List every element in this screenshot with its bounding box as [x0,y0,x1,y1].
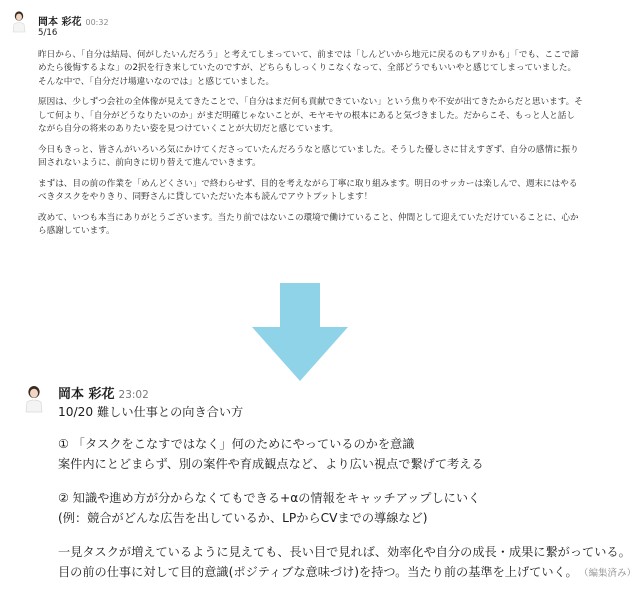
paragraph: 改めて、いつも本当にありがとうございます。当たり前ではないこの環境で働けていること、仲間として迎えていただけていることに、心から感謝しています。 [38,212,579,236]
message-body [58,402,636,582]
paragraph: 今日もきっと、皆さんがいろいろ気にかけてくださっていたんだろうなと感じていました。そうした優しさに甘えすぎず、自分の感情に振り回されないように、前向きに切り替えて進んでいきます。 [38,144,579,168]
message-title: 10/20 難しい仕事との向き合い方 [58,405,244,419]
summary-text: 目の前の仕事に対して目的意識(ポジティブな意味づけ)を持つ。当たり前の基準を上げていく。 [58,565,578,579]
message-body [38,27,583,246]
author-name[interactable]: 岡本 彩花 [58,387,115,402]
paragraph-text: 昨日から、「自分は結局、何がしたいんだろう」と考えてしまっていて、前までは「しんどいから地元に戻るのもアリかも」「でも、ここで諦めたら後悔するよな」の2択を行き来していたのですが、どちらもしっくりこなくなって、全部どうでもいいやと感じてしまっていました。 [38,49,579,73]
message-header [38,10,109,28]
timestamp[interactable]: 23:02 [118,389,149,401]
paragraph [38,49,583,90]
point-1-detail: 案件内にとどまらず、別の案件や育成観点など、より広い視点で繋げて考える [58,457,484,471]
message-date-line: 5/16 [38,28,58,38]
point-2-detail: (例：競合がどんな広告を出しているか、LPからCVまでの導線など) [58,511,428,525]
down-arrow-icon [252,283,348,381]
point-1-title: ① 「タスクをこなすではなく」何のためにやっているのかを意識 [58,437,415,451]
author-name[interactable]: 岡本 彩花 [38,17,82,28]
paragraph-text: そんな中で、「自分だけ場違いなのでは」と感じていました。 [38,76,275,87]
timestamp[interactable]: 00:32 [85,18,109,27]
avatar[interactable] [22,384,46,412]
summary-line-2 [58,562,636,582]
paragraph: まずは、目の前の作業を「めんどくさい」で終わらせず、目的を考えながら丁寧に取り組みます。明日のサッカーは楽しんで、週末にはやるべきタスクをやりきり、同野さんに貸していただいた本も読んでアウトプットします！ [38,178,578,202]
avatar[interactable] [10,10,28,32]
summary-line-1: 一見タスクが増えているように見えても、長い目で見れば、効率化や自分の成長・成果に繋がっている。 [58,545,631,559]
message-header [58,383,149,402]
point-2-title: ② 知識や進め方が分からなくてもできる+αの情報をキャッチアップしにいく [58,491,481,505]
edited-label: （編集済み） [583,568,636,579]
paragraph: 原因は、少しずつ会社の全体像が見えてきたことで、「自分はまだ何も貢献できていない」という焦りや不安が出てきたからだと思います。そして何より、「自分がどうなりたいのか」がまだ明確じゃないことが、モヤモヤの根本にあると気づきました。だからこそ、もっと人と話しながら自分の将来のありたい姿を見つけていくことが大切だと感じています。 [38,97,583,134]
